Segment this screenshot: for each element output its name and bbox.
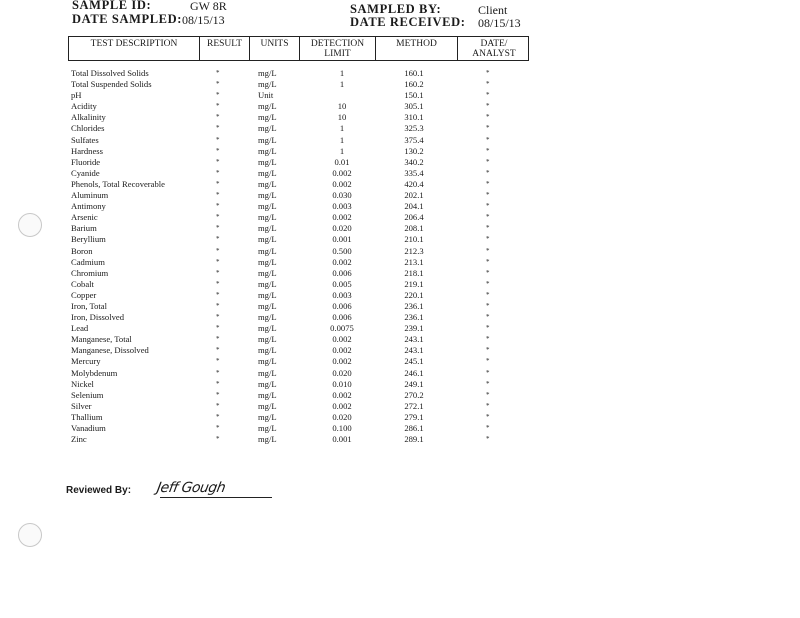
result-value: * <box>216 80 220 89</box>
test-name: Manganese, Total <box>71 334 132 345</box>
result-value: * <box>216 191 220 200</box>
units-value: mg/L <box>258 212 277 223</box>
test-name: Cyanide <box>71 167 100 178</box>
units-value: mg/L <box>258 112 277 123</box>
sample-id-label: SAMPLE ID: <box>72 0 152 12</box>
test-name: Fluoride <box>71 156 101 167</box>
reviewer-signature: Jeff Gough <box>155 480 227 496</box>
table-row <box>0 201 560 212</box>
detection-limit-value: 0.005 <box>332 278 352 289</box>
units-value: mg/L <box>258 378 277 389</box>
table-row <box>0 401 560 412</box>
detection-limit-value: 0.020 <box>332 411 352 422</box>
detection-limit-value: 0.006 <box>332 267 352 278</box>
date-analyst-value: * <box>486 246 490 255</box>
detection-limit-value: 0.006 <box>332 300 352 311</box>
date-analyst-value: * <box>486 324 490 333</box>
detection-limit-value: 1 <box>339 123 345 134</box>
result-value: * <box>216 113 220 122</box>
detection-limit-value: 0.003 <box>332 289 352 300</box>
method-value: 160.1 <box>404 68 424 78</box>
header-detection-limit <box>300 37 375 59</box>
result-value: * <box>216 235 220 244</box>
test-name: Iron, Total <box>71 300 107 311</box>
units-value: mg/L <box>258 178 277 189</box>
result-value: * <box>216 202 220 211</box>
sampled-by-value: Client <box>478 3 508 17</box>
result-value: * <box>216 246 220 255</box>
test-name: Manganese, Dissolved <box>71 345 149 356</box>
test-name: Silver <box>71 400 92 411</box>
date-analyst-value: * <box>486 91 490 100</box>
method-value: 150.1 <box>404 90 424 101</box>
table-row <box>0 257 560 268</box>
detection-limit-value: 0.002 <box>332 256 352 267</box>
units-value: mg/L <box>258 323 277 334</box>
header-test-description: TEST DESCRIPTION <box>90 39 178 49</box>
method-value: 289.1 <box>404 434 424 445</box>
header-units: UNITS <box>260 39 289 49</box>
method-value: 202.1 <box>404 190 424 201</box>
detection-limit-value: 1 <box>339 79 345 90</box>
test-name: Total Dissolved Solids <box>71 68 149 78</box>
table-row <box>0 246 560 257</box>
date-analyst-value: * <box>486 279 490 288</box>
result-value: * <box>216 401 220 410</box>
result-value: * <box>216 324 220 333</box>
method-value: 212.3 <box>404 245 424 256</box>
test-name: Cadmium <box>71 256 105 267</box>
header-method: METHOD <box>396 39 437 49</box>
result-value: * <box>216 335 220 344</box>
units-value: mg/L <box>258 123 277 134</box>
date-analyst-value: * <box>486 412 490 421</box>
method-value: 160.2 <box>404 79 424 90</box>
units-value: mg/L <box>258 68 277 78</box>
result-value: * <box>216 124 220 133</box>
test-name: Molybdenum <box>71 367 118 378</box>
date-analyst-value: * <box>486 224 490 233</box>
date-analyst-value: * <box>486 179 490 188</box>
table-row <box>0 168 560 179</box>
units-value: mg/L <box>258 79 277 90</box>
date-analyst-value: * <box>486 113 490 122</box>
result-value: * <box>216 135 220 144</box>
units-value: mg/L <box>258 334 277 345</box>
test-name: Arsenic <box>71 212 98 223</box>
units-value: mg/L <box>258 423 277 433</box>
detection-limit-value: 0.030 <box>332 190 352 201</box>
date-analyst-value: * <box>486 424 490 432</box>
detection-limit-value: 0.002 <box>332 356 352 367</box>
units-value: mg/L <box>258 190 277 201</box>
table-row <box>0 223 560 234</box>
test-name: Aluminum <box>71 190 109 201</box>
test-name: Thallium <box>71 411 103 422</box>
table-row <box>0 301 560 312</box>
table-row <box>0 423 560 434</box>
table-row <box>0 390 560 401</box>
date-sampled-value: 08/15/13 <box>182 13 225 27</box>
header-date-line1: DATE/ <box>480 39 508 49</box>
date-analyst-value: * <box>486 69 490 77</box>
method-value: 210.1 <box>404 234 424 245</box>
date-analyst-value: * <box>486 390 490 399</box>
result-value: * <box>216 424 220 432</box>
method-value: 220.1 <box>404 289 424 300</box>
sampled-by-label: SAMPLED BY: <box>350 2 442 16</box>
units-value: mg/L <box>258 201 277 212</box>
method-value: 130.2 <box>404 145 424 156</box>
result-value: * <box>216 168 220 177</box>
header-detection-limit-line1: DETECTION <box>310 39 365 49</box>
date-analyst-value: * <box>486 146 490 155</box>
table-row <box>0 356 560 367</box>
detection-limit-value: 10 <box>337 101 347 112</box>
result-value: * <box>216 224 220 233</box>
test-name: Chromium <box>71 267 109 278</box>
test-name: Phenols, Total Recoverable <box>71 178 165 189</box>
units-value: mg/L <box>258 389 277 400</box>
units-value: mg/L <box>258 245 277 256</box>
units-value: mg/L <box>258 101 277 112</box>
test-name: Sulfates <box>71 134 99 145</box>
test-name: Mercury <box>71 356 101 367</box>
units-value: mg/L <box>258 167 277 178</box>
result-value: * <box>216 146 220 155</box>
result-value: * <box>216 346 220 355</box>
test-name: Copper <box>71 289 97 300</box>
units-value: mg/L <box>258 312 277 323</box>
test-name: Zinc <box>71 434 87 445</box>
table-row <box>0 79 560 90</box>
binder-hole <box>18 523 42 547</box>
table-row <box>0 323 560 334</box>
header-result: RESULT <box>206 39 243 49</box>
table-row <box>0 368 560 379</box>
method-value: 206.4 <box>404 212 424 223</box>
table-row <box>0 90 560 101</box>
method-value: 219.1 <box>404 278 424 289</box>
detection-limit-value: 0.003 <box>332 201 352 212</box>
detection-limit-value: 0.020 <box>332 367 352 378</box>
date-analyst-value: * <box>486 346 490 355</box>
table-row <box>0 190 560 201</box>
method-value: 270.2 <box>404 389 424 400</box>
method-value: 243.1 <box>404 334 424 345</box>
method-value: 325.3 <box>404 123 424 134</box>
result-value: * <box>216 435 220 444</box>
detection-limit-value: 0.002 <box>332 400 352 411</box>
table-row <box>0 279 560 290</box>
test-name: Iron, Dissolved <box>71 312 124 323</box>
method-value: 236.1 <box>404 300 424 311</box>
method-value: 286.1 <box>404 423 424 433</box>
date-analyst-value: * <box>486 124 490 133</box>
reviewed-by-label: Reviewed By: <box>66 485 132 496</box>
date-analyst-value: * <box>486 80 490 89</box>
detection-limit-value: 0.006 <box>332 312 352 323</box>
date-analyst-value: * <box>486 257 490 266</box>
date-sampled-label: DATE SAMPLED: <box>72 12 183 26</box>
units-value: mg/L <box>258 134 277 145</box>
table-row <box>0 234 560 245</box>
test-name: Antimony <box>71 201 106 212</box>
test-name: Lead <box>71 323 89 334</box>
table-header <box>68 36 529 61</box>
table-row <box>0 112 560 123</box>
method-value: 340.2 <box>404 156 424 167</box>
units-value: mg/L <box>258 256 277 267</box>
signature-line <box>160 497 272 498</box>
method-value: 305.1 <box>404 101 424 112</box>
result-value: * <box>216 379 220 388</box>
date-received-label: DATE RECEIVED: <box>350 15 466 29</box>
table-row <box>0 68 560 79</box>
date-analyst-value: * <box>486 368 490 377</box>
date-analyst-value: * <box>486 157 490 166</box>
test-name: Hardness <box>71 145 103 156</box>
detection-limit-value: 1 <box>339 145 345 156</box>
result-value: * <box>216 268 220 277</box>
result-value: * <box>216 279 220 288</box>
date-analyst-value: * <box>486 168 490 177</box>
table-row <box>0 123 560 134</box>
units-value: mg/L <box>258 367 277 378</box>
result-value: * <box>216 368 220 377</box>
date-analyst-value: * <box>486 202 490 211</box>
table-row <box>0 157 560 168</box>
table-row <box>0 212 560 223</box>
sample-id-value: GW 8R <box>190 0 227 13</box>
method-value: 236.1 <box>404 312 424 323</box>
detection-limit-value: 0.002 <box>332 345 352 356</box>
units-value: Unit <box>258 90 274 101</box>
result-value: * <box>216 213 220 222</box>
table-row <box>0 135 560 146</box>
detection-limit-value: 1 <box>339 134 345 145</box>
method-value: 218.1 <box>404 267 424 278</box>
binder-hole <box>18 213 42 237</box>
table-row <box>0 434 560 445</box>
header-detection-limit-line2: LIMIT <box>324 49 351 59</box>
table-row <box>0 179 560 190</box>
test-name: Beryllium <box>71 234 106 245</box>
result-value: * <box>216 301 220 310</box>
detection-limit-value: 0.0075 <box>330 323 354 334</box>
table-row <box>0 290 560 301</box>
method-value: 213.1 <box>404 256 424 267</box>
method-value: 243.1 <box>404 345 424 356</box>
detection-limit-value: 0.020 <box>332 223 352 234</box>
test-name: Alkalinity <box>71 112 106 123</box>
test-name: Boron <box>71 245 93 256</box>
method-value: 208.1 <box>404 223 424 234</box>
detection-limit-value: 0.001 <box>332 434 352 445</box>
detection-limit-value: 1 <box>339 68 345 78</box>
date-analyst-value: * <box>486 290 490 299</box>
method-value: 239.1 <box>404 323 424 334</box>
units-value: mg/L <box>258 267 277 278</box>
date-analyst-value: * <box>486 213 490 222</box>
detection-limit-value: 0.001 <box>332 234 352 245</box>
test-name: Barium <box>71 223 97 234</box>
units-value: mg/L <box>258 278 277 289</box>
test-name: Cobalt <box>71 278 94 289</box>
detection-limit-value: 0.500 <box>332 245 352 256</box>
detection-limit-value: 0.002 <box>332 389 352 400</box>
units-value: mg/L <box>258 145 277 156</box>
test-name: pH <box>71 90 82 101</box>
date-analyst-value: * <box>486 102 490 111</box>
method-value: 272.1 <box>404 400 424 411</box>
method-value: 375.4 <box>404 134 424 145</box>
header-date-line2: ANALYST <box>472 49 516 59</box>
result-value: * <box>216 390 220 399</box>
method-value: 310.1 <box>404 112 424 123</box>
test-name: Acidity <box>71 101 97 112</box>
table-row <box>0 312 560 323</box>
test-name: Vanadium <box>71 423 106 433</box>
date-analyst-value: * <box>486 401 490 410</box>
method-value: 279.1 <box>404 411 424 422</box>
detection-limit-value: 0.100 <box>332 423 352 433</box>
table-row <box>0 268 560 279</box>
units-value: mg/L <box>258 356 277 367</box>
date-analyst-value: * <box>486 435 490 444</box>
result-value: * <box>216 290 220 299</box>
detection-limit-value: 0.010 <box>332 378 352 389</box>
units-value: mg/L <box>258 345 277 356</box>
result-value: * <box>216 157 220 166</box>
method-value: 245.1 <box>404 356 424 367</box>
units-value: mg/L <box>258 234 277 245</box>
units-value: mg/L <box>258 434 277 445</box>
units-value: mg/L <box>258 223 277 234</box>
date-analyst-value: * <box>486 335 490 344</box>
date-analyst-value: * <box>486 268 490 277</box>
detection-limit-value: 0.002 <box>332 178 352 189</box>
result-value: * <box>216 91 220 100</box>
result-value: * <box>216 357 220 366</box>
detection-limit-value: 0.002 <box>332 212 352 223</box>
table-row <box>0 334 560 345</box>
detection-limit-value: 0.002 <box>332 334 352 345</box>
units-value: mg/L <box>258 300 277 311</box>
table-row <box>0 101 560 112</box>
date-analyst-value: * <box>486 379 490 388</box>
result-value: * <box>216 257 220 266</box>
table-row <box>0 345 560 356</box>
units-value: mg/L <box>258 156 277 167</box>
method-value: 335.4 <box>404 167 424 178</box>
date-analyst-value: * <box>486 313 490 322</box>
test-name: Chlorides <box>71 123 105 134</box>
units-value: mg/L <box>258 400 277 411</box>
date-analyst-value: * <box>486 191 490 200</box>
units-value: mg/L <box>258 289 277 300</box>
table-row <box>0 146 560 157</box>
method-value: 204.1 <box>404 201 424 212</box>
date-analyst-value: * <box>486 235 490 244</box>
test-name: Selenium <box>71 389 104 400</box>
table-row <box>0 379 560 390</box>
table-row <box>0 412 560 423</box>
result-value: * <box>216 179 220 188</box>
detection-limit-value: 10 <box>337 112 347 123</box>
detection-limit-value: 0.002 <box>332 167 352 178</box>
result-value: * <box>216 69 220 77</box>
date-analyst-value: * <box>486 301 490 310</box>
result-value: * <box>216 102 220 111</box>
date-received-value: 08/15/13 <box>478 16 521 30</box>
test-name: Nickel <box>71 378 94 389</box>
test-name: Total Suspended Solids <box>71 79 152 90</box>
method-value: 246.1 <box>404 367 424 378</box>
result-value: * <box>216 412 220 421</box>
detection-limit-value: 0.01 <box>334 156 350 167</box>
units-value: mg/L <box>258 411 277 422</box>
result-value: * <box>216 313 220 322</box>
date-analyst-value: * <box>486 357 490 366</box>
method-value: 420.4 <box>404 178 424 189</box>
method-value: 249.1 <box>404 378 424 389</box>
date-analyst-value: * <box>486 135 490 144</box>
results-table-body <box>0 68 560 445</box>
header-date-analyst <box>458 37 530 59</box>
